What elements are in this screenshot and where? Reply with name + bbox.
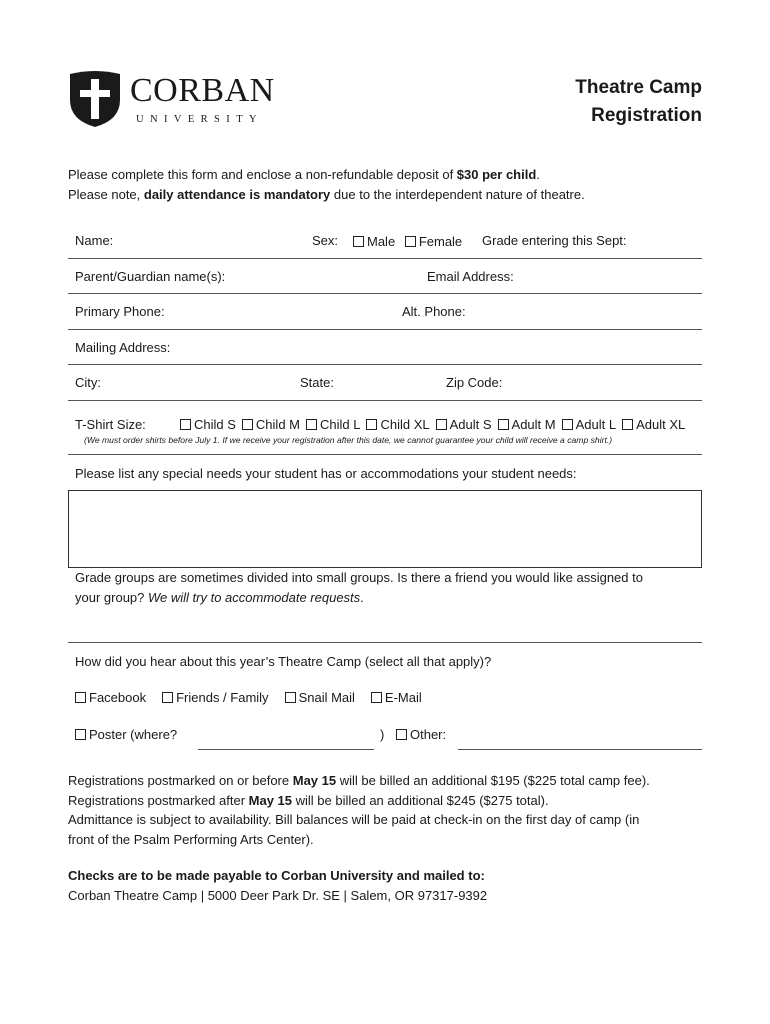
mailing-address: Corban Theatre Camp | 5000 Deer Park Dr. SE | Salem, OR 97317-9392 [68,887,488,903]
row-divider [68,454,702,455]
row-divider [68,329,702,330]
row-divider [68,364,702,365]
primary-phone-label: Primary Phone: [75,304,165,319]
sex-label: Sex: [312,233,339,248]
intro-line-1: Please complete this form and enclose a non-refundable deposit of $30 per child. [68,167,540,182]
checkbox[interactable] [396,729,407,740]
email-label: Email Address: [427,269,514,284]
page-title [575,74,702,130]
billing-info: Registrations postmarked on or before May 15 will be billed an additional $195 ($225 total camp fee). Registrations postmarked after May 15 will be billed an additional $245 ($275 total). Admittance is subject to availability. Bill balances will be paid at check-in on the first day of camp (in front of the Psalm Performing Arts Center). [68,773,650,847]
option-snail-mail[interactable]: Snail Mail [285,690,355,706]
mailing-address-label: Mailing Address: [75,340,171,355]
checkbox[interactable] [180,419,191,430]
hear-question: How did you hear about this year’s Theatre Camp (select all that apply)? [75,654,492,669]
checkbox[interactable] [562,419,573,430]
checkbox[interactable] [371,692,382,703]
tshirt-label: T-Shirt Size: [75,417,146,432]
size-adult-m[interactable]: Adult M [498,417,556,433]
option-poster[interactable]: Poster (where? [75,727,177,743]
poster-close-paren: ) [380,727,385,742]
sex-options [353,234,468,250]
checkbox[interactable] [285,692,296,703]
checkbox[interactable] [75,692,86,703]
size-child-s[interactable]: Child S [180,417,236,433]
row-divider [68,400,702,401]
intro-line-2: Please note, daily attendance is mandatory due to the interdependent nature of theatre. [68,187,585,202]
corban-shield-logo [68,70,122,128]
logo-subtitle: UNIVERSITY [136,114,263,125]
checkbox[interactable] [75,729,86,740]
tshirt-note: (We must order shirts before July 1. If we receive your registration after this date, we cannot guarantee your child will receive a camp shirt.) [84,435,613,445]
size-child-m[interactable]: Child M [242,417,300,433]
male-option[interactable]: Male [353,234,395,250]
alt-phone-label: Alt. Phone: [402,304,466,319]
option-facebook[interactable]: Facebook [75,690,146,706]
friend-answer-line[interactable] [68,642,702,643]
size-child-l[interactable]: Child L [306,417,360,433]
checkbox[interactable] [498,419,509,430]
city-label: City: [75,375,101,390]
grade-label: Grade entering this Sept: [482,233,627,248]
logo-wordmark: CORBAN [130,72,275,109]
female-checkbox[interactable] [405,236,416,247]
other-line[interactable] [458,749,702,750]
zip-label: Zip Code: [446,375,503,390]
size-adult-l[interactable]: Adult L [562,417,616,433]
checkbox[interactable] [622,419,633,430]
special-needs-label: Please list any special needs your student has or accommodations your student needs: [75,466,577,481]
friend-request-text: Grade groups are sometimes divided into small groups. Is there a friend you would like assigned to your group? We will try to accommodate requests. [75,570,643,605]
size-adult-xl[interactable]: Adult XL [622,417,685,433]
parent-label: Parent/Guardian name(s): [75,269,226,284]
checkbox[interactable] [162,692,173,703]
row-divider [68,293,702,294]
title-line-1: Theatre Camp [575,77,702,98]
mailing-info [68,866,708,905]
state-label: State: [300,375,334,390]
checkbox[interactable] [366,419,377,430]
option-email[interactable]: E-Mail [371,690,422,706]
hear-options [75,690,428,706]
option-friends-family[interactable]: Friends / Family [162,690,268,706]
intro-text [68,165,708,205]
size-child-xl[interactable]: Child XL [366,417,429,433]
row-divider [68,258,702,259]
checkbox[interactable] [242,419,253,430]
male-checkbox[interactable] [353,236,364,247]
size-adult-s[interactable]: Adult S [436,417,492,433]
title-line-2: Registration [591,105,702,126]
female-option[interactable]: Female [405,234,462,250]
option-other[interactable]: Other: [396,727,446,743]
checkbox[interactable] [436,419,447,430]
tshirt-sizes [180,417,685,433]
poster-where-line[interactable] [198,749,374,750]
mailing-heading: Checks are to be made payable to Corban University and mailed to: [68,868,485,883]
special-needs-textbox[interactable] [68,490,702,568]
name-label: Name: [75,233,114,248]
checkbox[interactable] [306,419,317,430]
